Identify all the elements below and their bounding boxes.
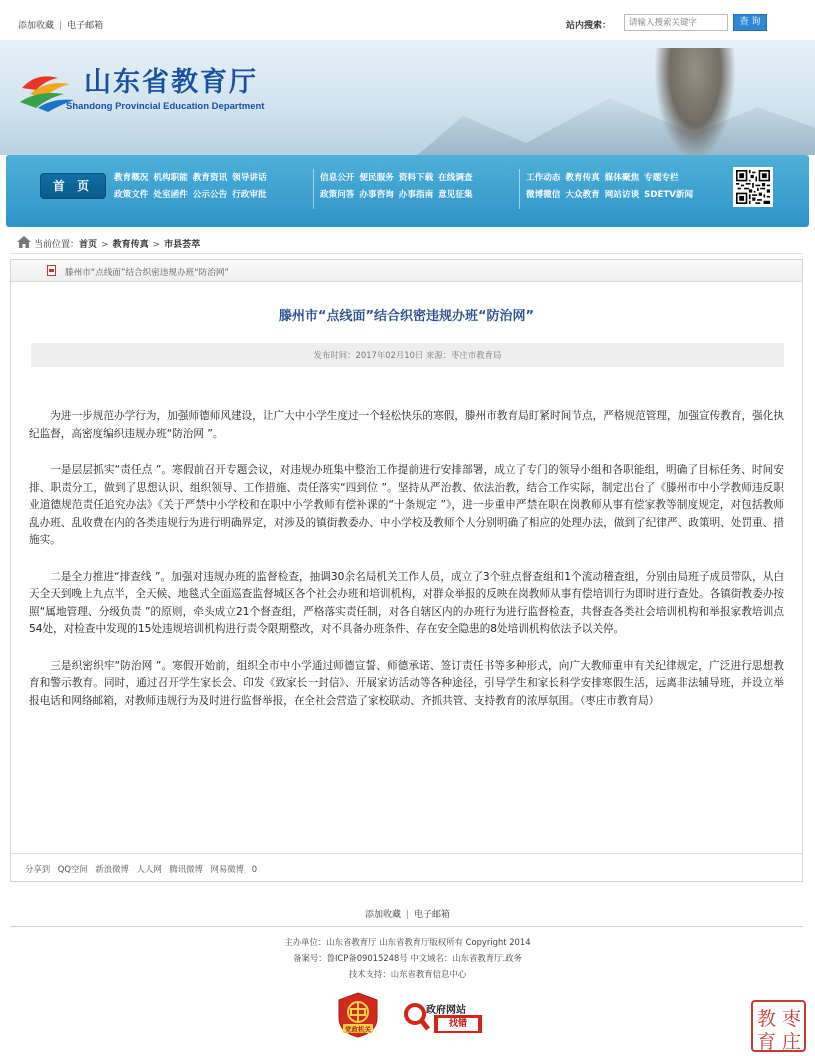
- nav-item[interactable]: 教育资讯: [192, 173, 228, 183]
- nav-item[interactable]: 机构职能: [153, 173, 188, 183]
- home-icon: [17, 236, 31, 248]
- share-tencent-weibo-link[interactable]: 腾讯微博: [169, 864, 203, 874]
- seal-char: 枣: [782, 1008, 802, 1030]
- article-box: [10, 259, 803, 882]
- party-government-badge-icon[interactable]: [337, 992, 379, 1038]
- nav-divider: [519, 169, 520, 209]
- nav-item[interactable]: 政策问答: [320, 190, 355, 200]
- share-qzone-link[interactable]: QQ空间: [57, 864, 88, 874]
- banner-mountains: [400, 80, 815, 155]
- search-label: 站内搜索：: [566, 21, 612, 31]
- share-count: 0: [251, 864, 258, 874]
- article-body: [29, 408, 784, 729]
- breadcrumb-arrow: >: [152, 240, 161, 250]
- share-label: 分享到: [25, 864, 51, 874]
- breadcrumb: [10, 232, 803, 254]
- article-title: 滕州市“点线面”结合织密违规办班“防治网”: [278, 309, 535, 324]
- nav-row: [320, 171, 473, 188]
- share-netease-weibo-link[interactable]: 网易微博: [210, 864, 245, 874]
- qr-code-icon: [736, 170, 770, 204]
- add-favorite-link[interactable]: 添加收藏: [18, 21, 55, 31]
- footer-add-favorite-link[interactable]: 添加收藏: [364, 910, 401, 920]
- nav-item[interactable]: 大众教育: [565, 190, 600, 200]
- gov-website-error-badge[interactable]: [404, 999, 486, 1035]
- nav-item[interactable]: 媒体聚焦: [604, 173, 640, 183]
- article-paragraph: 为进一步规范办学行为，加强师德师风建设，让广大中小学生度过一个轻松快乐的寒假，滕州市教育局盯紧时间节点，严格规范管理，加强宣传教育，强化执纪监督，高密度编织违规办班“防治网 ”。: [29, 410, 784, 440]
- nav-item[interactable]: 在线调查: [438, 173, 473, 183]
- site-banner: [0, 40, 815, 155]
- nav-item[interactable]: SDETV新闻: [644, 190, 694, 200]
- share-renren-link[interactable]: 人人网: [136, 864, 162, 874]
- article-header-title: 滕州市“点线面”结合织密违规办班“防治网”: [65, 268, 229, 278]
- footer-divider: [10, 926, 803, 927]
- footer-host: 主办单位：山东省教育厅 山东省教育厅版权所有 Copyright 2014: [284, 937, 531, 947]
- nav-row: [526, 188, 693, 205]
- site-title-en: Shandong Provincial Education Department: [66, 101, 265, 112]
- breadcrumb-arrow: >: [101, 240, 109, 250]
- seal-char: 育: [757, 1031, 777, 1053]
- nav-item[interactable]: 行政审批: [232, 190, 267, 200]
- nav-item[interactable]: 资料下载: [398, 173, 434, 183]
- zaozhuang-education-seal: [751, 1000, 806, 1052]
- nav-item[interactable]: 领导讲话: [232, 173, 267, 183]
- nav-item[interactable]: 办事指南: [398, 190, 434, 200]
- article-meta: 发布时间：2017年02月10日 来源：枣庄市教育局: [31, 343, 784, 367]
- nav-item[interactable]: 处室函件: [153, 190, 188, 200]
- breadcrumb-item-education-news[interactable]: 教育传真: [112, 240, 149, 250]
- nav-item[interactable]: 工作动态: [526, 173, 561, 183]
- article-paragraph: 一是层层抓实“责任点 ”。寒假前召开专题会议，对违规办班集中整治工作提前进行安排部署，成立了专门的领导小组和各职能组，明确了目标任务、时间安排、职责分工，做到了思想认识、组织领导、工作措施、责任落实“四到位 ”。坚持从严治教、依法治教，结合工作实际，制定出台了《滕州市中小学教师违反职业道德规范责任追究办法》《关于严禁中小学校和在职中小学教师有偿补课的“十条规定 ”》，进一步重申严禁在职在岗教师从事有偿家教等制度规定，对包括教师乱办班、乱收费在内的各类违规行为进行明确界定，对涉及的镇街教委办、中小学校及教师个人分别明确了相应的处理办法，做到了纪律严、政策明、处罚重、措施实。: [29, 464, 784, 546]
- nav-item[interactable]: 办事咨询: [359, 190, 394, 200]
- share-bar: [11, 853, 802, 881]
- footer-info: [0, 934, 815, 982]
- nav-item[interactable]: 专题专栏: [644, 173, 679, 183]
- footer-icp: 备案号：鲁ICP备09015248号 中文域名：山东省教育厅.政务: [293, 953, 522, 963]
- seal-char: 庄: [782, 1031, 802, 1053]
- article-header-bar: [11, 260, 802, 282]
- nav-item[interactable]: 教育传真: [565, 173, 600, 183]
- email-link[interactable]: 电子邮箱: [67, 21, 104, 31]
- site-title-cn: 山东省教育厅: [84, 67, 258, 98]
- qr-code: [733, 167, 773, 207]
- badge2-top-text: 政府网站: [426, 1005, 466, 1016]
- nav-row: [114, 171, 267, 188]
- article-paragraph: 二是全力推进“排查线 ”。加强对违规办班的监督检查，抽调30余名局机关工作人员，成立了3个驻点督查组和1个流动稽查组，分别由局班子成员带队，从白天全天到晚上九点半，全天候、地毯式全面巡查监督城区各个社会办班和培训机构，对群众举报的反映在岗教师从事有偿培训行为即时进行查处。各镇街教委办按照“属地管理、分级负责 ”的原则，牵头成立21个督查组，严格落实责任制，对各自辖区内的办班行为进行监督检查，共督查各类社会培训机构和举报家教培训点54处，对检查中发现的15处违规培训机构进行责令限期整改，对不具备办班条件、存在安全隐患的8处培训机构依法予以关停。: [29, 570, 784, 635]
- nav-item[interactable]: 教育概况: [114, 173, 149, 183]
- nav-row: [114, 188, 267, 205]
- footer-links: [0, 907, 815, 920]
- nav-item[interactable]: 微博微信: [526, 190, 561, 200]
- nav-group-service: [320, 171, 473, 205]
- nav-item[interactable]: 便民服务: [359, 173, 394, 183]
- footer-links-separator: |: [405, 910, 410, 920]
- nav-group-news: [114, 171, 267, 205]
- breadcrumb-item-city-county[interactable]: 市县荟萃: [164, 240, 201, 250]
- banner-confucius-figure: [655, 48, 735, 155]
- nav-item[interactable]: 网站访谈: [604, 190, 640, 200]
- breadcrumb-trail: [34, 237, 200, 250]
- nav-row: [320, 188, 473, 205]
- footer-support: 技术支持：山东省教育信息中心: [348, 969, 467, 979]
- top-links: [18, 18, 103, 31]
- breadcrumb-item-home[interactable]: 首页: [79, 240, 98, 250]
- nav-item[interactable]: 政策文件: [114, 190, 149, 200]
- search-input[interactable]: [624, 14, 728, 31]
- nav-divider: [313, 169, 314, 209]
- footer-email-link[interactable]: 电子邮箱: [414, 910, 451, 920]
- top-links-separator: |: [59, 21, 63, 31]
- nav-row: [526, 171, 693, 188]
- search-button[interactable]: 查 询: [733, 14, 767, 31]
- top-utility-bar: [0, 0, 815, 40]
- share-sina-weibo-link[interactable]: 新浪微博: [95, 864, 129, 874]
- nav-item[interactable]: 意见征集: [438, 190, 473, 200]
- nav-group-media: [526, 171, 693, 205]
- breadcrumb-label: 当前位置：: [34, 240, 80, 250]
- nav-home-button[interactable]: 首 页: [40, 173, 106, 199]
- nav-item[interactable]: 公示公告: [192, 190, 228, 200]
- badge2-bottom-text: 找错: [438, 1018, 478, 1031]
- nav-item[interactable]: 信息公开: [320, 173, 355, 183]
- document-icon: [47, 265, 56, 276]
- main-navigation: [6, 155, 809, 227]
- article-paragraph: 三是织密织牢“防治网 ”。寒假开始前，组织全市中小学通过师德宣誓、师德承诺、签订责任书等多种形式，向广大教师重申有关纪律规定，广泛进行思想教育和警示教育。同时，通过召开学生家长会、印发《致家长一封信》、开展家访活动等各种途径，引导学生和家长科学安排寒假生活，远离非法辅导班，并设立举报电话和网络邮箱，对教师违规行为及时进行监督举报，在全社会营造了家校联动、齐抓共管、支持教育的浓厚氛围。（枣庄市教育局）: [29, 659, 784, 707]
- seal-char: 教: [757, 1008, 777, 1030]
- badge1-label: 党政机关: [345, 1025, 371, 1034]
